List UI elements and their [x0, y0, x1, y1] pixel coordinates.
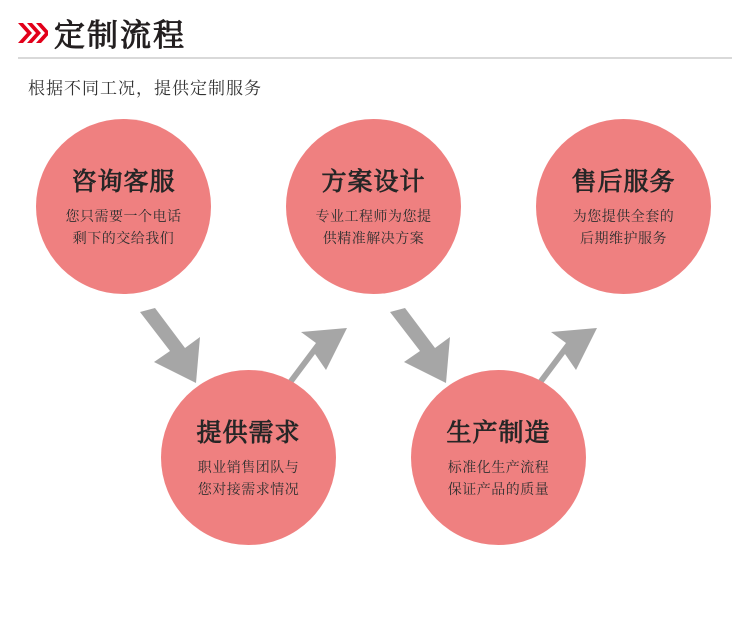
node-desc-line: 保证产品的质量	[447, 482, 550, 498]
node-desc-line: 后期维护服务	[580, 231, 667, 247]
node-desc-line: 专业工程师为您提	[315, 209, 432, 226]
node-desc	[557, 207, 691, 250]
page-title: 定制流程	[54, 18, 186, 54]
node-desc	[432, 458, 566, 501]
process-diagram	[0, 100, 750, 623]
node-desc	[182, 458, 316, 501]
process-node-after-sales	[536, 119, 711, 294]
node-desc	[50, 207, 198, 250]
node-desc-line: 供精准解决方案	[322, 231, 425, 247]
node-desc-line: 标准化生产流程	[447, 460, 550, 477]
process-node-design	[286, 119, 461, 294]
node-title: 咨询客服	[71, 167, 176, 197]
process-node-consult	[36, 119, 211, 294]
page-header	[0, 0, 750, 62]
node-desc-line: 您只需要一个电话	[65, 209, 182, 226]
process-node-production	[411, 370, 586, 545]
node-title: 售后服务	[571, 167, 676, 197]
process-node-requirement	[161, 370, 336, 545]
arrow-consult-to-requirement	[140, 308, 200, 383]
node-desc	[300, 207, 448, 250]
double-chevron-right-icon	[18, 22, 48, 44]
arrow-design-to-production	[390, 308, 450, 383]
node-desc-line: 您对接需求情况	[197, 482, 300, 498]
node-title: 生产制造	[446, 418, 551, 448]
header-divider	[18, 57, 732, 59]
page-subtitle: 根据不同工况，提供定制服务	[28, 79, 262, 99]
node-desc-line: 职业销售团队与	[197, 460, 300, 477]
node-title: 方案设计	[321, 167, 426, 197]
node-desc-line: 剩下的交给我们	[72, 231, 175, 247]
node-title: 提供需求	[196, 418, 301, 448]
node-desc-line: 为您提供全套的	[572, 209, 675, 226]
